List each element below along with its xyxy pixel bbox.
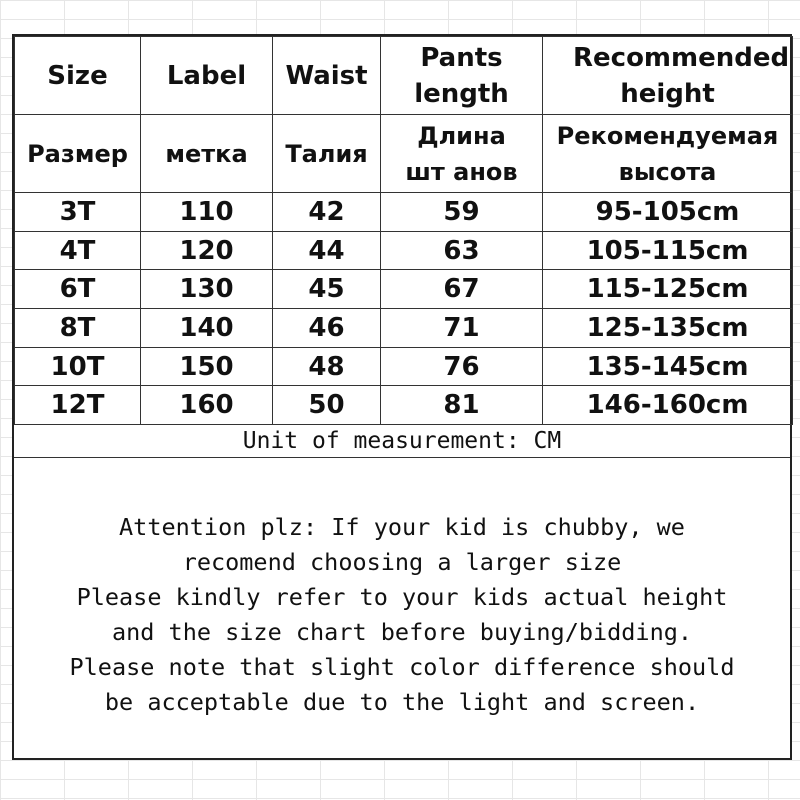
header-pants-length: Pants length: [381, 37, 543, 115]
unit-of-measurement: Unit of measurement: CM: [14, 425, 790, 458]
table-row: [15, 270, 793, 309]
cell-recommended-height: 115-125cm: [543, 270, 793, 309]
note-line: Please kindly refer to your kids actual height: [76, 583, 728, 612]
header-pants-length-ru: Длина шт анов: [381, 115, 543, 193]
note-line: and the size chart before buying/bidding.: [111, 618, 693, 647]
note-line: Attention plz: If your kid is chubby, we: [119, 513, 685, 542]
cell-pants-length: 59: [381, 193, 543, 232]
header-recommended-height: Recommended height: [543, 37, 793, 115]
cell-label: 140: [141, 309, 273, 348]
table-row: [15, 386, 793, 425]
cell-recommended-height: 105-115cm: [543, 231, 793, 270]
cell-waist: 45: [273, 270, 381, 309]
cell-recommended-height: 125-135cm: [543, 309, 793, 348]
size-rows: [15, 193, 793, 425]
size-table: [14, 36, 793, 425]
header-waist-ru: Талия: [273, 115, 381, 193]
header-row-russian: [15, 115, 793, 193]
cell-label: 110: [141, 193, 273, 232]
table-row: [15, 231, 793, 270]
cell-label: 130: [141, 270, 273, 309]
cell-size: 12T: [15, 386, 141, 425]
cell-recommended-height: 146-160cm: [543, 386, 793, 425]
cell-waist: 48: [273, 347, 381, 386]
attention-notes: [14, 458, 790, 720]
cell-pants-length: 76: [381, 347, 543, 386]
header-label: Label: [141, 37, 273, 115]
note-line: be acceptable due to the light and screen.: [104, 688, 700, 717]
cell-recommended-height: 135-145cm: [543, 347, 793, 386]
cell-label: 150: [141, 347, 273, 386]
cell-size: 4T: [15, 231, 141, 270]
cell-label: 120: [141, 231, 273, 270]
note-line: Please note that slight color difference should: [69, 653, 735, 682]
cell-pants-length: 71: [381, 309, 543, 348]
cell-size: 10T: [15, 347, 141, 386]
header-recommended-height-ru: Рекомендуемая высота: [543, 115, 793, 193]
cell-size: 8T: [15, 309, 141, 348]
cell-waist: 46: [273, 309, 381, 348]
cell-pants-length: 81: [381, 386, 543, 425]
size-chart-sheet: [12, 34, 792, 760]
cell-recommended-height: 95-105cm: [543, 193, 793, 232]
note-line: recomend choosing a larger size: [182, 548, 622, 577]
table-row: [15, 193, 793, 232]
cell-waist: 50: [273, 386, 381, 425]
cell-size: 3T: [15, 193, 141, 232]
cell-pants-length: 67: [381, 270, 543, 309]
cell-pants-length: 63: [381, 231, 543, 270]
header-size-ru: Размер: [15, 115, 141, 193]
cell-waist: 44: [273, 231, 381, 270]
header-row-english: [15, 37, 793, 115]
table-row: [15, 347, 793, 386]
header-size: Size: [15, 37, 141, 115]
header-waist: Waist: [273, 37, 381, 115]
cell-size: 6T: [15, 270, 141, 309]
cell-waist: 42: [273, 193, 381, 232]
header-label-ru: метка: [141, 115, 273, 193]
table-row: [15, 309, 793, 348]
cell-label: 160: [141, 386, 273, 425]
